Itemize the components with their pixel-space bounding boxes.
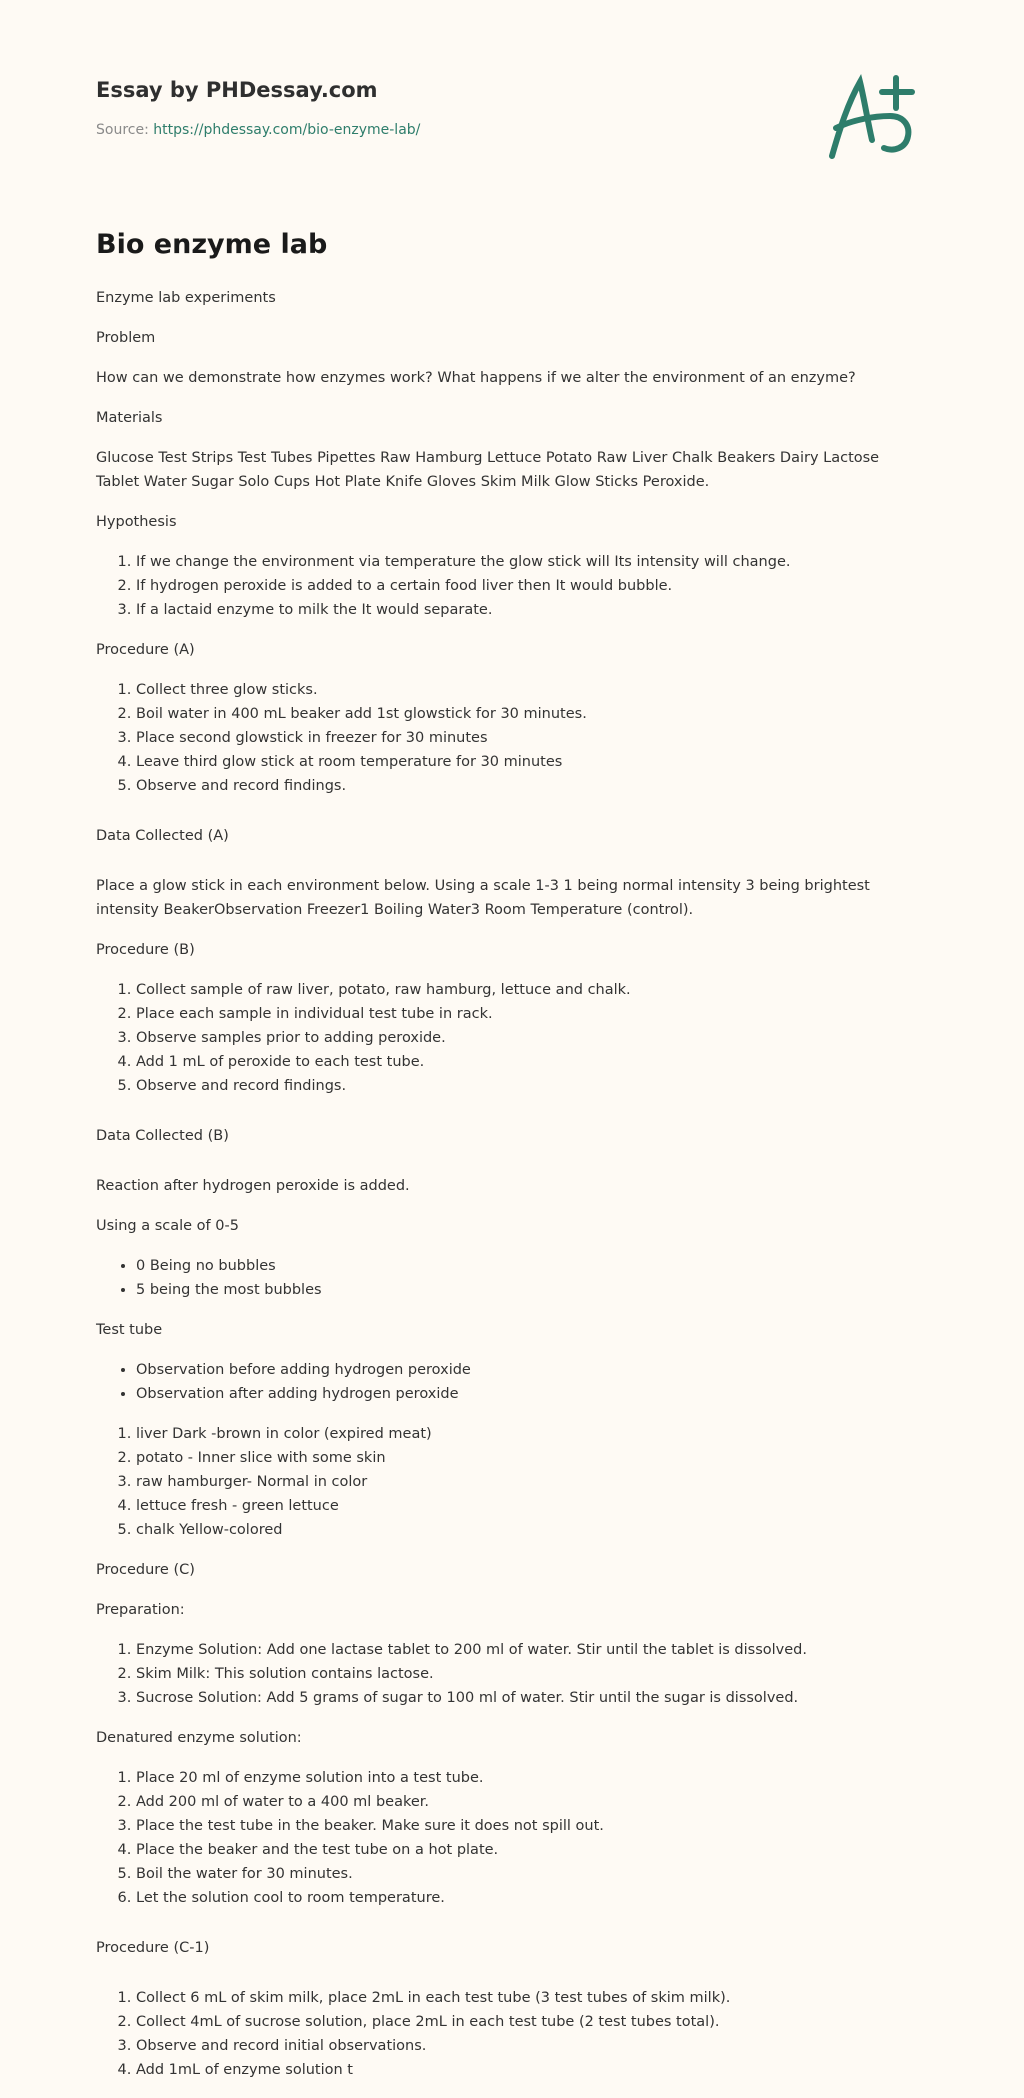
list-item: 3. Place the test tube in the beaker. Make sure it does not spill out.: [136, 1814, 916, 1838]
source-label: Source:: [96, 122, 154, 138]
list-item: • 0 Being no bubbles: [136, 1254, 916, 1278]
list-item: 1. Collect sample of raw liver, potato, raw hamburg, lettuce and chalk.: [136, 978, 916, 1002]
procedure-c1-list: [96, 1986, 916, 2082]
scale-list: [96, 1254, 916, 1302]
list-item: 2. potato - Inner slice with some skin: [136, 1446, 916, 1470]
list-item: 2. Skim Milk: This solution contains lactose.: [136, 1662, 916, 1686]
list-item: 1. liver Dark -brown in color (expired meat): [136, 1422, 916, 1446]
list-item: 2. Boil water in 400 mL beaker add 1st glowstick for 30 minutes.: [136, 702, 916, 726]
list-item: 2. Place each sample in individual test tube in rack.: [136, 1002, 916, 1026]
list-item: 1. Enzyme Solution: Add one lactase tablet to 200 ml of water. Stir until the tablet is dissolved.: [136, 1638, 916, 1662]
site-header: [96, 76, 796, 140]
list-item: 3. Observe samples prior to adding peroxide.: [136, 1026, 916, 1050]
procedure-c-heading: Procedure (C): [96, 1562, 195, 1578]
list-item: 2. Add 200 ml of water to a 400 ml beaker.: [136, 1790, 916, 1814]
preparation-list: [96, 1638, 916, 1710]
list-item: 1. Collect three glow sticks.: [136, 678, 916, 702]
procedure-c1-heading: Procedure (C-1): [96, 1940, 210, 1956]
list-item: 5. Boil the water for 30 minutes.: [136, 1862, 916, 1886]
list-item: 1. Place 20 ml of enzyme solution into a test tube.: [136, 1766, 916, 1790]
list-item: 3. Observe and record initial observations.: [136, 2034, 916, 2058]
list-item: 3. Place second glowstick in freezer for 30 minutes: [136, 726, 916, 750]
denatured-list: [96, 1766, 916, 1910]
list-item: 6. Let the solution cool to room temperature.: [136, 1886, 916, 1910]
problem-heading: Problem: [96, 330, 156, 346]
test-tube-heading: Test tube: [96, 1322, 163, 1338]
page-title: Bio enzyme lab: [96, 229, 328, 260]
source-line: [96, 120, 796, 140]
list-item: 1. Collect 6 mL of skim milk, place 2mL in each test tube (3 test tubes of skim milk).: [136, 1986, 916, 2010]
list-item: 4. Leave third glow stick at room temperature for 30 minutes: [136, 750, 916, 774]
list-item: 3. Sucrose Solution: Add 5 grams of sugar to 100 ml of water. Stir until the sugar is dissolved.: [136, 1686, 916, 1710]
data-a-heading: Data Collected (A): [96, 828, 229, 844]
list-item: 4. Add 1 mL of peroxide to each test tube.: [136, 1050, 916, 1074]
procedure-b-heading: Procedure (B): [96, 942, 195, 958]
materials-text: Glucose Test Strips Test Tubes Pipettes Raw Hamburg Lettuce Potato Raw Liver Chalk Beakers Dairy Lactose Tablet Water Sugar Solo Cups Hot Plate Knife Gloves Skim Milk Glow Sticks Peroxide.: [96, 450, 880, 490]
hypothesis-list: [96, 550, 916, 622]
list-item: 4. lettuce fresh - green lettuce: [136, 1494, 916, 1518]
data-b-text: Reaction after hydrogen peroxide is added.: [96, 1178, 410, 1194]
list-item: 4. Place the beaker and the test tube on a hot plate.: [136, 1838, 916, 1862]
materials-heading: Materials: [96, 410, 163, 426]
data-b-heading: Data Collected (B): [96, 1128, 229, 1144]
list-item: 3. If a lactaid enzyme to milk the It would separate.: [136, 598, 916, 622]
source-link[interactable]: https://phdessay.com/bio-enzyme-lab/: [153, 122, 421, 138]
list-item: 3. raw hamburger- Normal in color: [136, 1470, 916, 1494]
list-item: 5. Observe and record findings.: [136, 774, 916, 798]
denatured-heading: Denatured enzyme solution:: [96, 1730, 302, 1746]
preparation-heading: Preparation:: [96, 1602, 185, 1618]
scale-heading: Using a scale of 0-5: [96, 1218, 239, 1234]
list-item: 2. Collect 4mL of sucrose solution, place 2mL in each test tube (2 test tubes total).: [136, 2010, 916, 2034]
list-item: 1. If we change the environment via temperature the glow stick will Its intensity will change.: [136, 550, 916, 574]
a-plus-logo-icon: [818, 68, 930, 168]
procedure-a-heading: Procedure (A): [96, 642, 195, 658]
problem-text: How can we demonstrate how enzymes work? What happens if we alter the environment of an enzyme?: [96, 370, 856, 386]
samples-list: [96, 1422, 916, 1542]
intro-text: Enzyme lab experiments: [96, 290, 276, 306]
procedure-a-list: [96, 678, 916, 798]
site-brand: Essay by PHDessay.com: [96, 78, 378, 102]
list-item: 5. Observe and record findings.: [136, 1074, 916, 1098]
list-item: 5. chalk Yellow-colored: [136, 1518, 916, 1542]
list-item: • Observation after adding hydrogen peroxide: [136, 1382, 916, 1406]
list-item: • 5 being the most bubbles: [136, 1278, 916, 1302]
test-tube-list: [96, 1358, 916, 1406]
list-item: 4. Add 1mL of enzyme solution t: [136, 2058, 916, 2082]
data-a-text: Place a glow stick in each environment below. Using a scale 1-3 1 being normal intensity 3 being brightest intensity BeakerObservation Freezer1 Boiling Water3 Room Temperature (control).: [96, 878, 870, 918]
essay-body: [96, 222, 916, 2098]
procedure-b-list: [96, 978, 916, 1098]
list-item: 2. If hydrogen peroxide is added to a certain food liver then It would bubble.: [136, 574, 916, 598]
list-item: • Observation before adding hydrogen peroxide: [136, 1358, 916, 1382]
hypothesis-heading: Hypothesis: [96, 514, 177, 530]
